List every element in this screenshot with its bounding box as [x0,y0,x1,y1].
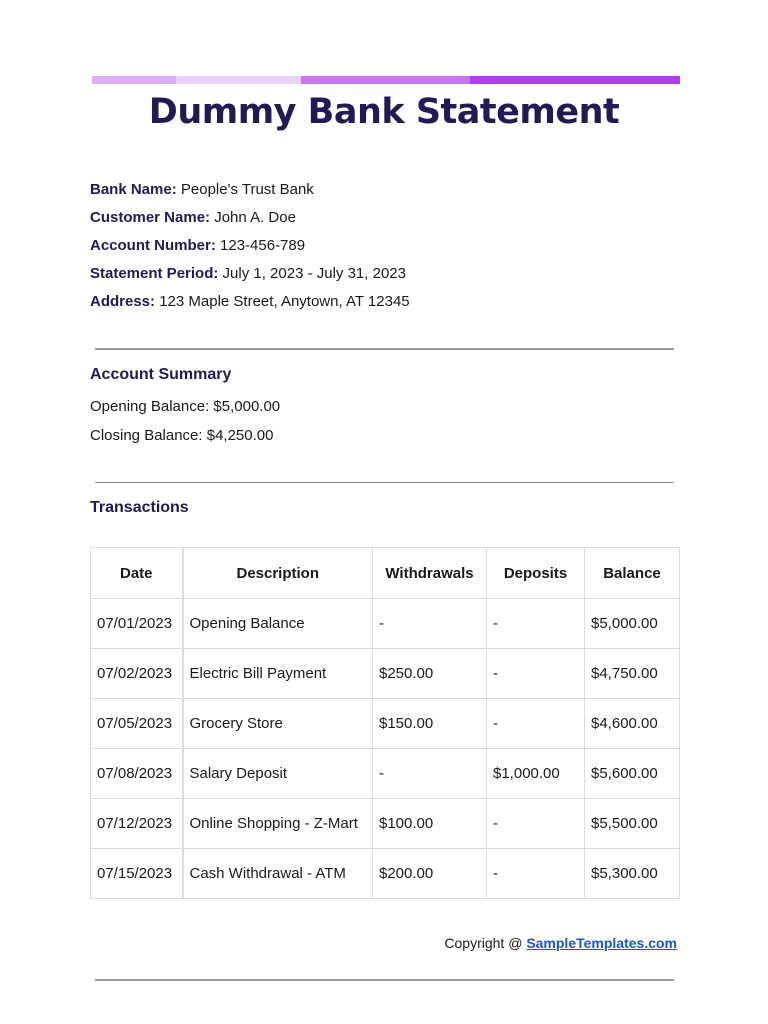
detail-label: Bank Name: [90,181,177,198]
accent-bar-segment [92,76,176,84]
column-header-deposits: Deposits [487,548,585,599]
sampletemplates-link[interactable]: SampleTemplates.com [526,935,677,951]
cell-withdrawal: - [373,749,487,799]
table-header-row [91,548,680,599]
column-header-date: Date [91,548,183,599]
transactions-table [90,547,680,899]
detail-value: 123 Maple Street, Anytown, AT 12345 [159,293,410,310]
cell-withdrawal: $100.00 [373,799,487,849]
detail-value: People's Trust Bank [180,181,314,198]
column-header-withdrawals: Withdrawals [373,548,487,599]
cell-description: Cash Withdrawal - ATM [183,849,373,899]
cell-deposit: - [487,849,585,899]
cell-withdrawal: - [373,599,487,649]
cell-deposit: - [487,649,585,699]
opening-balance: Opening Balance: $5,000.00 [90,398,281,415]
detail-value: July 1, 2023 - July 31, 2023 [222,265,406,282]
closing-balance: Closing Balance: $4,250.00 [90,427,274,444]
cell-description: Electric Bill Payment [183,649,373,699]
cell-withdrawal: $150.00 [373,699,487,749]
table-row [91,699,680,749]
cell-deposit: - [487,799,585,849]
cell-withdrawal: $250.00 [373,649,487,699]
cell-deposit: - [487,599,585,649]
cell-balance: $4,750.00 [585,649,680,699]
cell-date: 07/01/2023 [91,599,183,649]
table-row [91,649,680,699]
detail-row-customer-name [90,204,410,232]
table-row [91,599,680,649]
divider [95,979,674,981]
cell-description: Opening Balance [183,599,373,649]
cell-balance: $4,600.00 [585,699,680,749]
detail-label: Statement Period: [90,265,219,282]
account-summary [90,392,280,450]
divider [95,482,674,483]
cell-balance: $5,600.00 [585,749,680,799]
cell-date: 07/15/2023 [91,849,183,899]
detail-label: Address: [90,293,156,310]
table-row [91,849,680,899]
detail-value: John A. Doe [214,209,296,226]
table-row [91,799,680,849]
detail-label: Customer Name: [90,209,211,226]
accent-color-bar [92,76,680,84]
column-header-description: Description [183,548,373,599]
accent-bar-segment [301,76,470,84]
accent-bar-segment [470,76,680,84]
detail-row-bank-name [90,176,410,204]
transactions-heading: Transactions [90,499,189,516]
detail-value: 123-456-789 [220,237,306,254]
detail-row-account-number [90,232,410,260]
cell-deposit: - [487,699,585,749]
cell-date: 07/02/2023 [91,649,183,699]
divider [95,348,674,350]
account-details [90,176,410,316]
cell-description: Salary Deposit [183,749,373,799]
cell-date: 07/12/2023 [91,799,183,849]
cell-description: Online Shopping - Z-Mart [183,799,373,849]
cell-description: Grocery Store [183,699,373,749]
cell-deposit: $1,000.00 [487,749,585,799]
account-summary-heading: Account Summary [90,366,232,383]
cell-balance: $5,500.00 [585,799,680,849]
cell-balance: $5,000.00 [585,599,680,649]
accent-bar-segment [176,76,301,84]
cell-date: 07/05/2023 [91,699,183,749]
detail-label: Account Number: [90,237,216,254]
detail-row-statement-period [90,260,410,288]
cell-balance: $5,300.00 [585,849,680,899]
document-title: Dummy Bank Statement [148,92,620,132]
cell-date: 07/08/2023 [91,749,183,799]
detail-row-address [90,288,410,316]
cell-withdrawal: $200.00 [373,849,487,899]
copyright-footer [444,935,677,951]
copyright-text: Copyright @ [444,935,527,951]
table-row [91,749,680,799]
column-header-balance: Balance [585,548,680,599]
